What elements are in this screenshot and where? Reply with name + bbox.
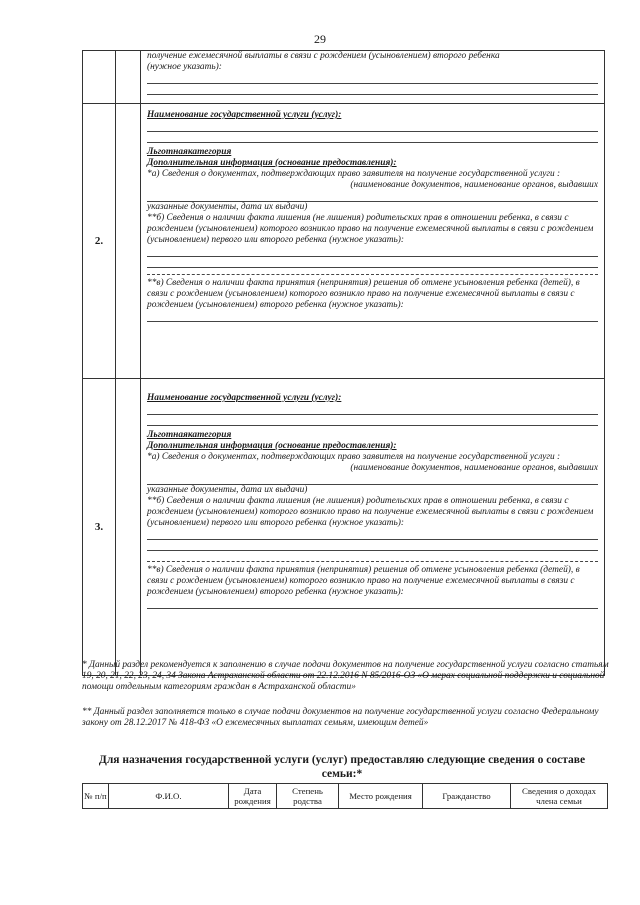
- item-c-text: **в) Сведения о наличии факта принятия (непринятия) решения об отмене усыновления ребенка (детей), в связи с рождением (усыновлением) которого возникло право на получение ежемесячной выплаты в связи с рождением (усыновлением) второго ребенка (нужное указать):: [147, 274, 598, 311]
- item-a-hint: (наименование документов, наименование органов, выдавших: [350, 463, 598, 473]
- table-row-continuation: [83, 51, 605, 104]
- column-header-birthplace: Место рождения: [339, 784, 423, 809]
- column-header-relation: Степень родства: [277, 784, 339, 809]
- column-header-number: № п/п: [83, 784, 109, 809]
- fill-line[interactable]: [147, 84, 598, 95]
- services-table: [82, 50, 605, 676]
- item-c-input-line[interactable]: [147, 598, 598, 609]
- item-b-input-line[interactable]: [147, 529, 598, 540]
- item-a-hint-2: указанные документы, дата их выдачи): [147, 202, 308, 212]
- item-c-input-line[interactable]: [147, 311, 598, 322]
- item-b-input-line[interactable]: [147, 257, 598, 268]
- footnote-1: * Данный раздел рекомендуется к заполнению в случае подачи документов на получение государственной услуги согласно статьям 19, 20, 21, 22, 23, 24, 34 Закона Астраханской области от 22.12.2016 N 85/2016-ОЗ «О мерах социальной поддержки и социальной помощи отдельным категориям граждан в Астраханской области»: [82, 660, 609, 692]
- table-row: [83, 379, 605, 676]
- family-table: [82, 783, 608, 809]
- service-input-line[interactable]: [147, 132, 598, 143]
- item-b-text: **б) Сведения о наличии факта лишения (не лишения) родительских прав в отношении ребенка, в связи с рождением (усыновлением) которого возникло право на получение ежемесячной выплаты в связи с рождением (усыновлением) первого или второго ребенка (нужное указать):: [147, 496, 594, 528]
- family-heading: Для назначения государственной услуги (услуг) предоставляю следующие сведения о составе семьи:*: [98, 754, 586, 780]
- category-label: Льготнаякатегория: [147, 147, 232, 157]
- item-b-text: **б) Сведения о наличии факта лишения (не лишения) родительских прав в отношении ребенка, в связи с рождением (усыновлением) которого возникло право на получение ежемесячной выплаты в связи с рождением (усыновлением) первого или второго ребенка (нужное указать):: [147, 213, 594, 245]
- service-input-line[interactable]: [147, 404, 598, 415]
- item-c-text: **в) Сведения о наличии факта принятия (непринятия) решения об отмене усыновления ребенка (детей), в связи с рождением (усыновлением) которого возникло право на получение ежемесячной выплаты в связи с рождением (усыновлением) второго ребенка (нужное указать):: [147, 561, 598, 598]
- item-a-hint: (наименование документов, наименование органов, выдавших: [350, 180, 598, 190]
- service-input-line[interactable]: [147, 121, 598, 132]
- category-label: Льготнаякатегория: [147, 430, 232, 440]
- row-number: 3.: [83, 379, 116, 676]
- additional-info-label: Дополнительная информация (основание предоставления):: [147, 158, 397, 168]
- column-header-birthdate: Дата рождения: [229, 784, 277, 809]
- service-input-line[interactable]: [147, 415, 598, 426]
- item-b-input-line[interactable]: [147, 246, 598, 257]
- item-b-input-line[interactable]: [147, 540, 598, 551]
- continuation-text: получение ежемесячной выплаты в связи с рождением (усыновлением) второго ребенка: [147, 51, 500, 61]
- item-a-text: *а) Сведения о документах, подтверждающих право заявителя на получение государственной услуги :: [147, 169, 561, 179]
- column-header-income: Сведения о доходах члена семьи: [511, 784, 608, 809]
- item-a-input-line[interactable]: [147, 191, 598, 202]
- row-number: 2.: [83, 104, 116, 379]
- fill-line[interactable]: [147, 73, 598, 84]
- item-a-hint-2: указанные документы, дата их выдачи): [147, 485, 308, 495]
- continuation-text-2: (нужное указать):: [147, 62, 222, 72]
- family-table-header: [83, 784, 608, 809]
- service-label: Наименование государственной услуги (услуг):: [147, 393, 342, 403]
- column-header-name: Ф.И.О.: [109, 784, 229, 809]
- page-number: 29: [314, 32, 326, 46]
- item-a-text: *а) Сведения о документах, подтверждающих право заявителя на получение государственной услуги :: [147, 452, 561, 462]
- additional-info-label: Дополнительная информация (основание предоставления):: [147, 441, 397, 451]
- footnote-2: ** Данный раздел заполняется только в случае подачи документов на получение государственной услуги согласно Федеральному закону от 28.12.2017 № 418-ФЗ «О ежемесячных выплатах семьям, имеющим детей»: [82, 707, 599, 728]
- service-label: Наименование государственной услуги (услуг):: [147, 110, 342, 120]
- table-row: [83, 104, 605, 379]
- column-header-citizenship: Гражданство: [423, 784, 511, 809]
- item-a-input-line[interactable]: [147, 474, 598, 485]
- row-number-cell: [83, 51, 116, 104]
